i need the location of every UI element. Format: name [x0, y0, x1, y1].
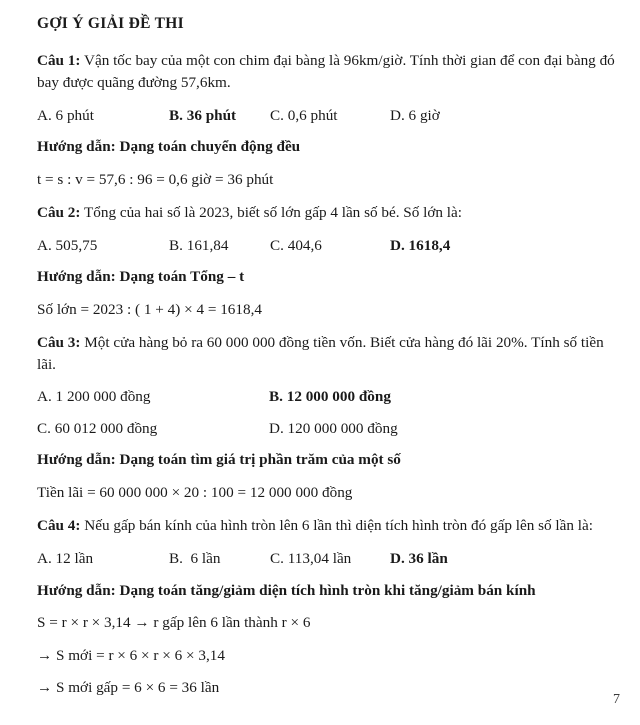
guide-label-3: Hướng dẫn: Dạng toán tìm giá trị phần trăm của một số [37, 451, 401, 469]
option-2-b[interactable]: B. 161,84 [169, 236, 229, 254]
answer-options-3-row-2 [37, 419, 630, 440]
option-3-a[interactable]: A. 1 200 000 đồng [37, 388, 151, 406]
option-4-d[interactable]: D. 36 lần [390, 550, 448, 567]
question-label-1: Câu 1: [37, 52, 81, 70]
answer-options-3 [37, 387, 630, 439]
question-text-2: Tổng của hai số là 2023, biết số lớn gấp 4 lần số bé. Số lớn là: [80, 204, 462, 222]
solution-line-4-3-text: S mới gấp = 6 × 6 = 36 lần [52, 679, 220, 697]
page-number: 7 [613, 692, 620, 707]
guide-label-4: Hướng dẫn: Dạng toán tăng/giảm diện tích hình tròn khi tăng/giảm bán kính [37, 581, 536, 599]
answer-options-3-row-1 [37, 387, 630, 408]
option-3-b[interactable]: B. 12 000 000 đồng [269, 388, 391, 406]
question-label-2: Câu 2: [37, 204, 81, 222]
question-block-4 [37, 515, 622, 537]
answer-options-1 [37, 106, 630, 127]
answer-options-4 [37, 549, 630, 570]
question-block-2 [37, 202, 622, 224]
solution-line-3-1: Tiền lãi = 60 000 000 × 20 : 100 = 12 000 000 đồng [37, 483, 353, 501]
arrow-icon: → [37, 679, 53, 697]
question-label-3: Câu 3: [37, 334, 81, 352]
page-title: GỢI Ý GIẢI ĐỀ THI [37, 15, 184, 32]
arrow-icon: → [37, 646, 53, 664]
option-4-a[interactable]: A. 12 lần [37, 550, 94, 567]
option-1-a[interactable]: A. 6 phút [37, 106, 94, 124]
option-4-c[interactable]: C. 113,04 lần [270, 550, 352, 567]
option-2-d[interactable]: D. 1618,4 [390, 236, 451, 254]
guide-label-2: Hướng dẫn: Dạng toán Tổng – t [37, 268, 245, 286]
answer-options-2 [37, 236, 630, 257]
option-3-d[interactable]: D. 120 000 000 đồng [269, 419, 398, 437]
solution-line-4-3 [37, 678, 630, 699]
solution-line-2-1: Số lớn = 2023 : ( 1 + 4) × 4 = 1618,4 [37, 300, 262, 318]
question-label-4: Câu 4: [37, 517, 81, 535]
option-1-c[interactable]: C. 0,6 phút [270, 106, 338, 124]
option-2-a[interactable]: A. 505,75 [37, 236, 98, 254]
question-block-1 [37, 50, 622, 93]
solution-line-4-1: S = r × r × 3,14 → r gấp lên 6 lần thành r × 6 [37, 614, 311, 632]
solution-line-4-2 [37, 646, 630, 667]
option-4-b[interactable]: B. 6 lần [169, 550, 221, 567]
question-text-1: Vận tốc bay của một con chim đại bàng là 96km/giờ. Tính thời gian để con đại bàng đó bay được quãng đường 57,6km. [37, 52, 615, 91]
guide-label-1: Hướng dẫn: Dạng toán chuyển động đều [37, 138, 301, 156]
question-text-3: Một cửa hàng bỏ ra 60 000 000 đồng tiền vốn. Biết cửa hàng đó lãi 20%. Tính số tiền lãi. [37, 334, 604, 373]
option-1-b[interactable]: B. 36 phút [169, 106, 237, 124]
option-3-c[interactable]: C. 60 012 000 đồng [37, 419, 158, 437]
question-block-3 [37, 332, 622, 375]
option-1-d[interactable]: D. 6 giờ [390, 106, 440, 124]
question-text-4: Nếu gấp bán kính của hình tròn lên 6 lần thì diện tích hình tròn đó gấp lên số lần là: [80, 517, 593, 535]
solution-line-1-1: t = s : v = 57,6 : 96 = 0,6 giờ = 36 phút [37, 170, 274, 188]
solution-line-4-2-text: S mới = r × 6 × r × 6 × 3,14 [52, 646, 225, 664]
option-2-c[interactable]: C. 404,6 [270, 236, 322, 254]
